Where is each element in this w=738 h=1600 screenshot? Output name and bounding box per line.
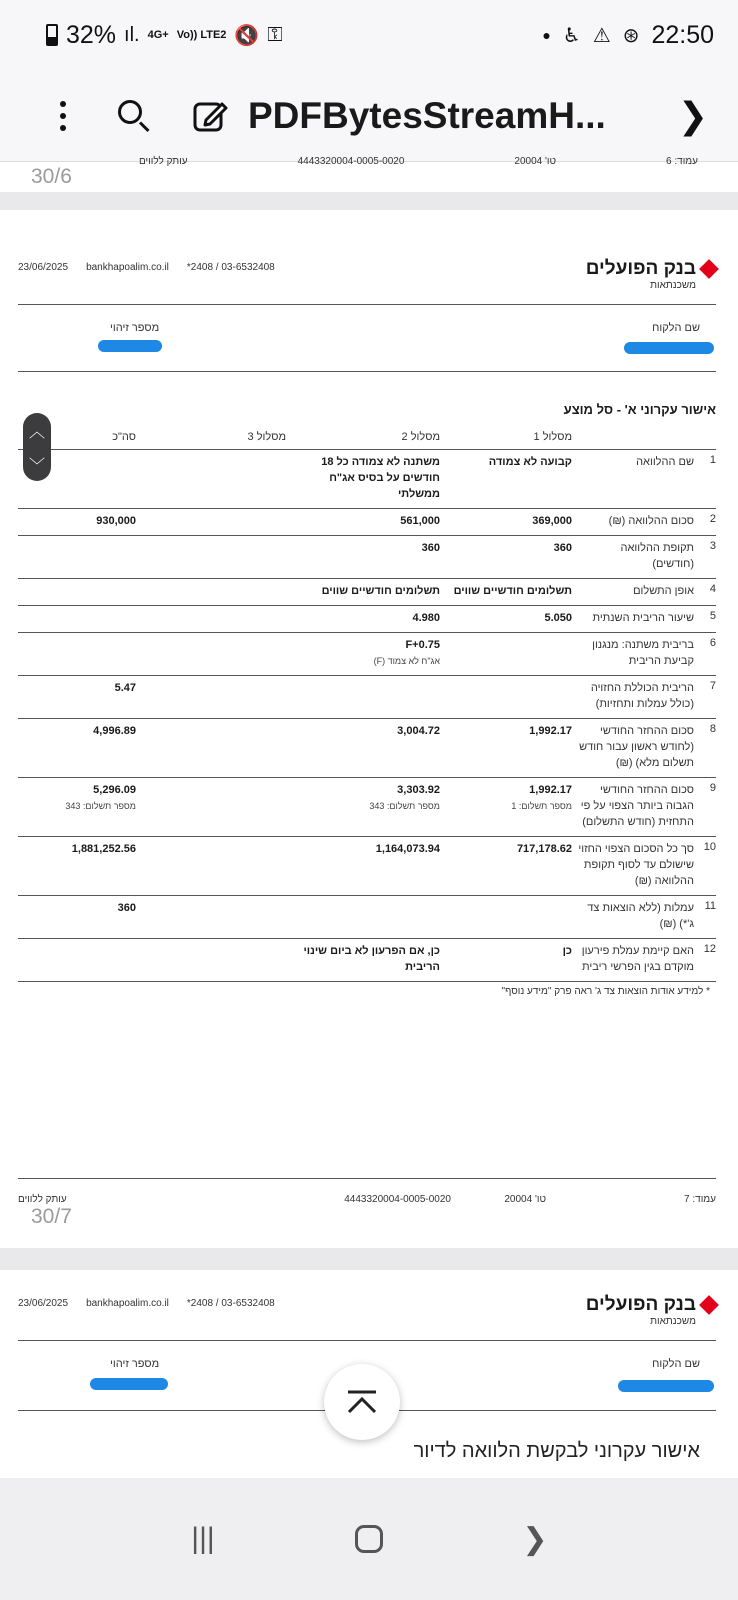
- dot-icon: ●: [542, 27, 551, 43]
- cell-text: 1,164,073.94: [375, 843, 440, 855]
- cell-num: [694, 513, 716, 529]
- loan-table: [18, 424, 716, 997]
- column-m1: מסלול 1: [533, 430, 572, 443]
- cell-total: [38, 841, 136, 889]
- table-row: [18, 509, 716, 536]
- document-title: PDFBytesStreamH...: [248, 94, 606, 136]
- cell-num: [694, 723, 716, 771]
- cell-m1: [444, 583, 576, 599]
- cell-text: סך כל הסכום הצפוי החזוי שישולם עד לסוף תקופת ההלוואה (₪): [578, 843, 694, 887]
- redaction-mark: [90, 1378, 168, 1390]
- bank-logo: [586, 258, 716, 291]
- cell-text: 360: [117, 902, 136, 914]
- cell-text: 12: [703, 943, 716, 955]
- scroll-to-top-button[interactable]: [324, 1364, 400, 1440]
- footer-code: 4443320004-0005-0020: [344, 1194, 451, 1205]
- cell-label: [576, 680, 694, 712]
- cell-text: תשלומים חודשיים שווים: [321, 585, 440, 597]
- section-title: אישור עקרוני א' - סל מוצע: [563, 402, 716, 417]
- cell-label: [576, 900, 694, 932]
- header-site: bankhapoalim.co.il: [86, 1298, 169, 1309]
- cell-total: [38, 637, 136, 669]
- cell-m2: [286, 900, 444, 932]
- cell-m3: [136, 723, 286, 771]
- cell-text: 6: [709, 637, 716, 649]
- vpn-key-icon: ⚿: [267, 23, 283, 46]
- scroll-top-icon: [345, 1389, 379, 1415]
- cell-subtext: מספר תשלום: 343: [369, 801, 440, 811]
- cell-text: 1: [709, 454, 716, 466]
- cell-text: 5,296.09: [93, 784, 136, 796]
- prev-footer-form: טו' 20004: [514, 156, 557, 167]
- cell-text: 4: [709, 583, 716, 595]
- cell-m1: [444, 540, 576, 572]
- cell-label: [576, 943, 694, 975]
- cell-total: [38, 900, 136, 932]
- client-name-label: שם הלקוח: [652, 1358, 700, 1370]
- cell-m3: [136, 610, 286, 626]
- cell-text: 1,992.17: [529, 725, 572, 737]
- cell-label: [576, 513, 694, 529]
- prev-footer-code: 4443320004-0005-0020: [297, 156, 405, 167]
- cell-label: [576, 583, 694, 599]
- cell-text: 3: [709, 540, 716, 552]
- cell-text: 930,000: [96, 515, 136, 527]
- cell-m2: [286, 680, 444, 712]
- search-icon[interactable]: [116, 98, 152, 134]
- footer-form: טו' 20004: [504, 1194, 546, 1205]
- cell-total: [38, 610, 136, 626]
- bank-name: בנק הפועלים: [585, 258, 696, 279]
- cell-m2: [286, 841, 444, 889]
- cell-text: 4.980: [412, 612, 440, 624]
- cell-text: 369,000: [532, 515, 572, 527]
- cell-m1: [444, 680, 576, 712]
- cell-label: [576, 454, 694, 502]
- cell-m3: [136, 513, 286, 529]
- cell-label: [576, 610, 694, 626]
- footer-copy: עותק ללווים: [18, 1194, 67, 1205]
- logo-diamond-icon: [699, 259, 719, 279]
- app-bar: [0, 70, 738, 162]
- cell-subtext: אג"ח לא צמוד (F): [373, 656, 440, 666]
- cell-text: הריבית הכוללת החזויה (כולל עמלות ותחזיות): [590, 682, 694, 710]
- cell-num: [694, 680, 716, 712]
- table-header: [18, 424, 716, 450]
- column-total: סה"כ: [112, 430, 136, 443]
- cell-text: 360: [421, 542, 440, 554]
- cell-m2: [286, 943, 444, 975]
- cell-m2: [286, 540, 444, 572]
- cell-m2: [286, 513, 444, 529]
- status-bar: [0, 0, 738, 70]
- cell-num: [694, 540, 716, 572]
- header-date: 23/06/2025: [18, 1298, 69, 1309]
- cell-m3: [136, 900, 286, 932]
- cell-m2: [286, 723, 444, 771]
- cell-total: [38, 513, 136, 529]
- cell-m1: [444, 610, 576, 626]
- cell-text: כן, אם הפרעון לא ביום שינוי הריבית: [303, 945, 440, 973]
- next-section-title: אישור עקרוני לבקשת הלוואה לדיור: [413, 1440, 700, 1462]
- cell-m1: [444, 841, 576, 889]
- cell-total: [38, 583, 136, 599]
- page-header: [18, 1294, 716, 1330]
- back-icon[interactable]: ❯: [522, 1522, 548, 1556]
- cell-text: עמלות (ללא הוצאות צד ג'*) (₪): [587, 902, 694, 930]
- redaction-mark: [618, 1380, 714, 1392]
- cell-text: כן: [562, 945, 572, 957]
- network-type: 4G+: [147, 28, 169, 41]
- table-row: [18, 676, 716, 719]
- cell-text: 7: [709, 680, 716, 692]
- cell-text: 1,881,252.56: [71, 843, 136, 855]
- page-scroll-control[interactable]: [23, 413, 51, 481]
- header-date: 23/06/2025: [18, 262, 69, 273]
- cell-num: [694, 943, 716, 975]
- divider: [18, 1340, 716, 1341]
- edit-icon[interactable]: [192, 98, 228, 134]
- cell-m1: [444, 900, 576, 932]
- cell-total: [38, 454, 136, 502]
- cell-text: 3,303.92: [397, 784, 440, 796]
- cell-m3: [136, 782, 286, 830]
- cell-m2: [286, 454, 444, 502]
- cell-label: [576, 782, 694, 830]
- data-saver-icon: ⊛: [622, 24, 640, 47]
- cell-m1: [444, 454, 576, 502]
- cell-m2: [286, 583, 444, 599]
- accessibility-icon: ♿: [562, 24, 581, 47]
- logo-diamond-icon: [699, 1295, 719, 1315]
- cell-subtext: מספר תשלום: 343: [65, 801, 136, 811]
- bank-name: בנק הפועלים: [585, 1294, 696, 1315]
- cell-text: 4,996.89: [93, 725, 136, 737]
- cell-m2: [286, 637, 444, 669]
- page-footer: [18, 1194, 716, 1218]
- cell-m2: [286, 782, 444, 830]
- cell-text: תשלומים חודשיים שווים: [453, 585, 572, 597]
- cell-m3: [136, 943, 286, 975]
- cell-text: שם ההלוואה: [636, 456, 694, 468]
- more-options-icon[interactable]: [50, 101, 76, 131]
- scroll-down-icon[interactable]: ﹀: [28, 457, 45, 475]
- column-m3: מסלול 3: [247, 430, 286, 443]
- table-row: [18, 778, 716, 837]
- table-row: [18, 536, 716, 579]
- cell-m3: [136, 540, 286, 572]
- table-row: [18, 450, 716, 509]
- cell-num: [694, 454, 716, 502]
- clock: 22:50: [651, 20, 714, 49]
- cell-m1: [444, 637, 576, 669]
- table-row: [18, 579, 716, 606]
- cell-label: [576, 637, 694, 669]
- cell-text: 9: [709, 782, 716, 794]
- scroll-up-icon[interactable]: ︿: [28, 423, 45, 441]
- header-phone: *2408 / 03-6532408: [186, 1298, 275, 1309]
- cell-num: [694, 782, 716, 830]
- cell-text: קבועה לא צמודה: [488, 456, 572, 468]
- cell-text: תקופת ההלוואה (חודשים): [620, 542, 694, 570]
- signal-icon: ıl.: [124, 23, 140, 46]
- cell-num: [694, 610, 716, 626]
- cell-total: [38, 723, 136, 771]
- cell-text: 5.47: [114, 682, 136, 694]
- page-header: [18, 258, 716, 294]
- cell-m3: [136, 583, 286, 599]
- bank-subtitle: משכנתאות: [650, 280, 696, 291]
- cell-total: [38, 680, 136, 712]
- warning-icon: ⚠: [592, 24, 611, 47]
- bank-logo: [586, 1294, 716, 1327]
- header-site: bankhapoalim.co.il: [86, 262, 169, 273]
- cell-m3: [136, 637, 286, 669]
- table-row: [18, 719, 716, 778]
- cell-m1: [444, 513, 576, 529]
- cell-total: [38, 943, 136, 975]
- cell-label: [576, 841, 694, 889]
- divider: [18, 304, 716, 305]
- cell-text: האם קיימת עמלת פירעון מוקדם בגין הפרשי ריבית: [581, 945, 694, 973]
- cell-subtext: מספר תשלום: 1: [511, 801, 572, 811]
- client-name-label: שם הלקוח: [652, 322, 700, 334]
- bank-subtitle: משכנתאות: [650, 1316, 696, 1327]
- footer-page: עמוד: 7: [684, 1194, 716, 1205]
- volte-indicator: Vo)) LTE2: [176, 28, 227, 41]
- cell-text: סכום ההלוואה (₪): [608, 515, 694, 527]
- cell-text: 1,992.17: [529, 784, 572, 796]
- page-indicator: 30/7: [31, 1205, 72, 1228]
- cell-text: 360: [553, 542, 572, 554]
- cell-m1: [444, 782, 576, 830]
- cell-text: 717,178.62: [516, 843, 572, 855]
- table-row: [18, 633, 716, 676]
- cell-num: [694, 900, 716, 932]
- redaction-mark: [624, 342, 714, 354]
- cell-text: 3,004.72: [397, 725, 440, 737]
- prev-footer-copy: עותק ללווים: [138, 156, 188, 167]
- header-phone: *2408 / 03-6532408: [186, 262, 275, 273]
- cell-m3: [136, 680, 286, 712]
- cell-num: [694, 637, 716, 669]
- cell-total: [38, 782, 136, 830]
- system-nav-bar: [0, 1478, 738, 1600]
- battery-icon: [46, 24, 58, 46]
- cell-text: 5: [709, 610, 716, 622]
- cell-label: [576, 540, 694, 572]
- id-number-label: מספר זיהוי: [110, 322, 160, 334]
- table-row: [18, 939, 716, 982]
- cell-m1: [444, 723, 576, 771]
- cell-text: משתנה לא צמודה כל 18 חודשים על בסיס אג"ח ממשלתי: [321, 456, 440, 500]
- divider: [18, 1178, 716, 1179]
- cell-num: [694, 583, 716, 599]
- redaction-mark: [98, 340, 162, 352]
- cell-m1: [444, 943, 576, 975]
- previous-page-tail: [0, 156, 738, 192]
- column-m2: מסלול 2: [401, 430, 440, 443]
- cell-text: 11: [704, 900, 716, 912]
- footnote: * למידע אודות הוצאות צד ג' ראה פרק "מידע נוסף": [501, 986, 710, 997]
- cell-text: סכום ההחזר החודשי הגבוה ביותר הצפוי על פי התחזית (חודש התשלום): [580, 784, 694, 828]
- cell-text: שיעור הריבית השנתית: [592, 612, 694, 624]
- cell-text: F+0.75: [405, 639, 440, 651]
- cell-text: 10: [703, 841, 716, 853]
- divider: [18, 371, 716, 372]
- cell-m2: [286, 610, 444, 626]
- cell-text: 5.050: [544, 612, 572, 624]
- cell-m3: [136, 454, 286, 502]
- cell-text: סכום ההחזר החודשי (לחודש ראשון עבור חודש תשלום מלא) (₪): [579, 725, 694, 769]
- prev-footer-page: עמוד: 6: [666, 156, 698, 167]
- id-number-label: מספר זיהוי: [110, 1358, 160, 1370]
- recents-icon[interactable]: |||: [191, 1522, 215, 1555]
- home-icon[interactable]: [349, 1519, 389, 1559]
- cell-num: [694, 841, 716, 889]
- table-row: [18, 837, 716, 896]
- cell-text: אופן התשלום: [633, 585, 694, 597]
- cell-total: [38, 540, 136, 572]
- table-row: [18, 896, 716, 939]
- chevron-right-icon[interactable]: ❯: [677, 94, 708, 136]
- cell-m3: [136, 841, 286, 889]
- battery-level: 32%: [66, 20, 117, 49]
- cell-text: 2: [709, 513, 716, 525]
- pdf-page: [0, 210, 738, 1248]
- table-row: [18, 606, 716, 633]
- cell-text: 8: [709, 723, 716, 735]
- cell-text: 561,000: [400, 515, 440, 527]
- page-indicator-prev: 30/6: [31, 165, 72, 188]
- mute-icon: 🔇: [234, 24, 260, 47]
- cell-text: בריבית משתנה: מנגנון קביעת הריבית: [592, 639, 694, 667]
- cell-label: [576, 723, 694, 771]
